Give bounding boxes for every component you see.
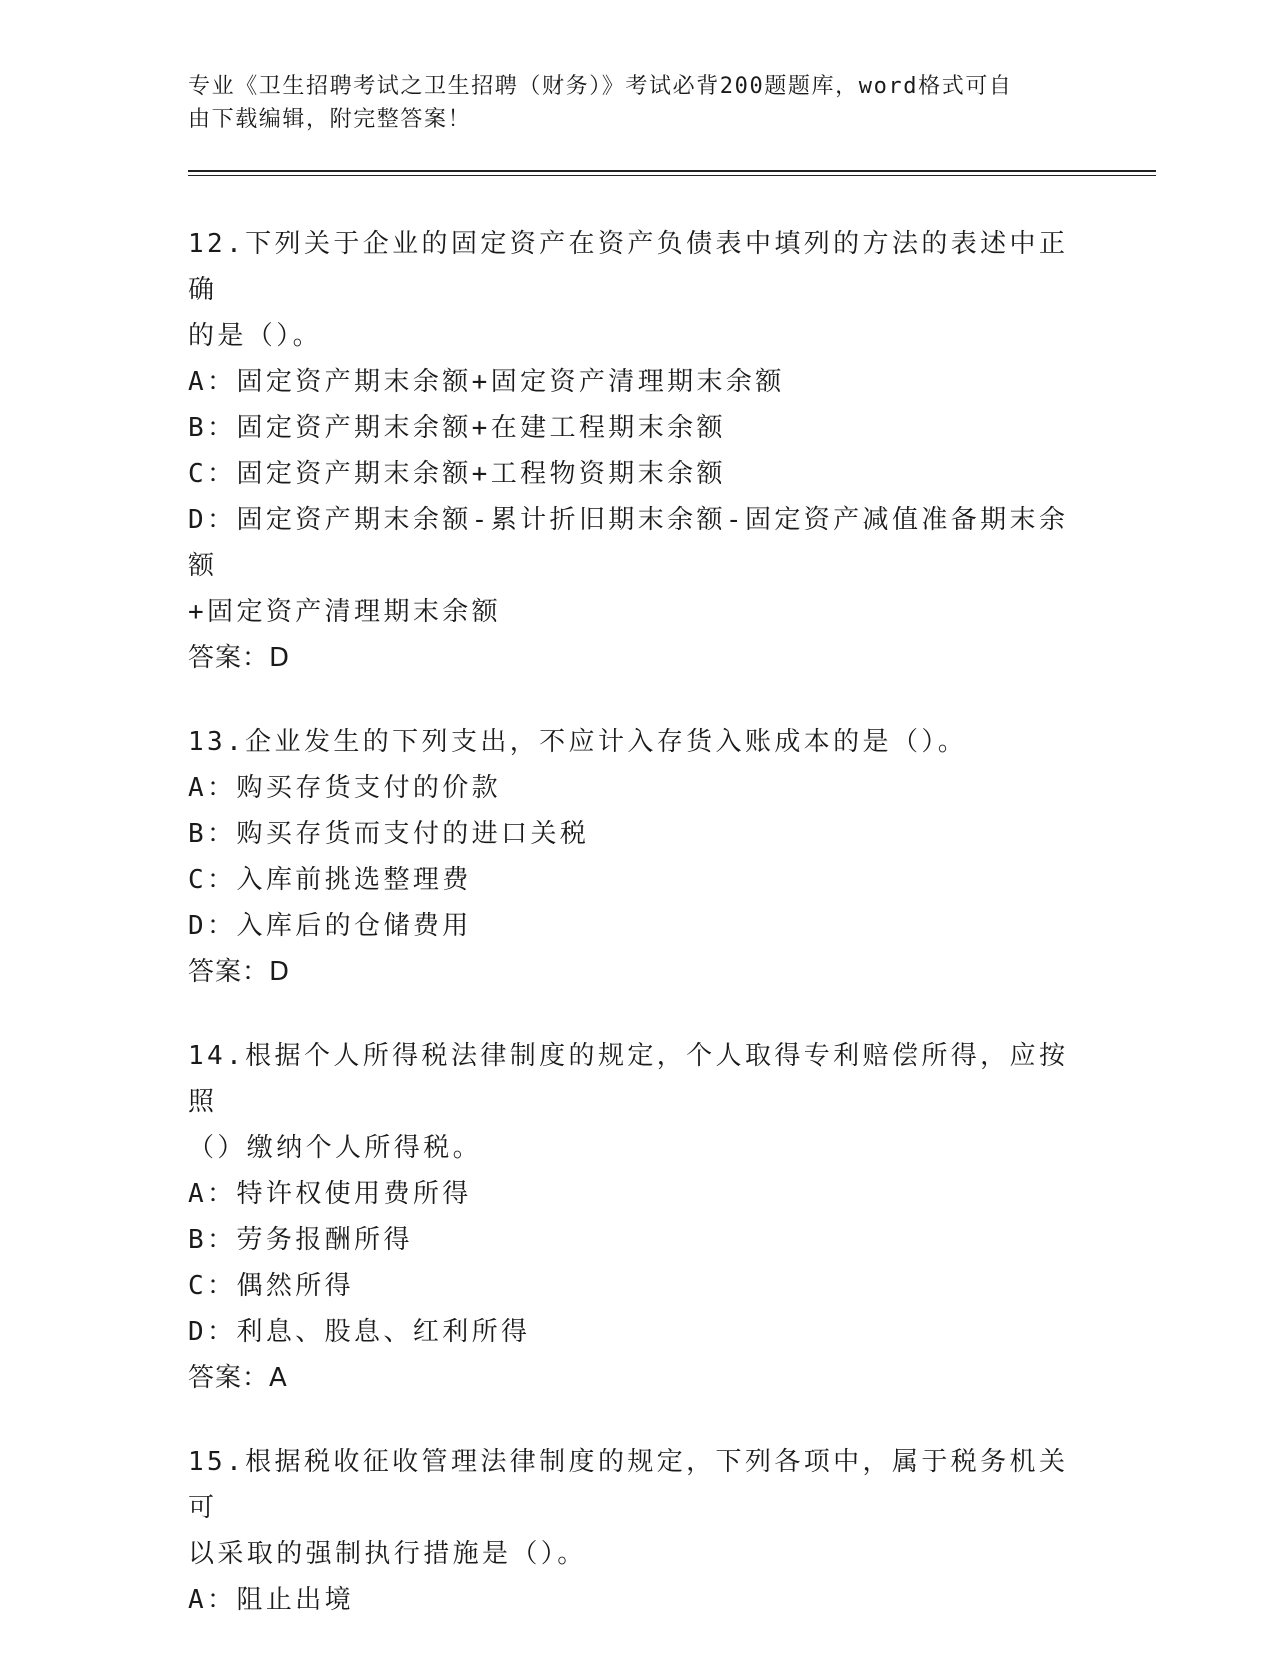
question-12 — [188, 221, 1088, 681]
question-text: 13.企业发生的下列支出，不应计入存货入账成本的是（）。 — [188, 727, 968, 757]
option-c: C：入库前挑选整理费 — [188, 865, 472, 895]
question-15 — [188, 1439, 1088, 1623]
option-a: A：购买存货支付的价款 — [188, 773, 502, 803]
option-d: D：利息、股息、红利所得 — [188, 1317, 531, 1347]
question-text: 15.根据税收征收管理法律制度的规定，下列各项中，属于税务机关可 — [188, 1447, 1069, 1523]
answer: 答案：D — [188, 957, 291, 987]
question-text-continued: 以采取的强制执行措施是（）。 — [188, 1539, 587, 1569]
option-c: C：偶然所得 — [188, 1271, 355, 1301]
option-b: B：劳务报酬所得 — [188, 1225, 413, 1255]
option-d: D：入库后的仓储费用 — [188, 911, 472, 941]
question-text: 14.根据个人所得税法律制度的规定，个人取得专利赔偿所得，应按照 — [188, 1041, 1069, 1117]
answer: 答案：A — [188, 1363, 288, 1393]
option-a: A：阻止出境 — [188, 1585, 355, 1615]
option-a: A：固定资产期末余额+固定资产清理期末余额 — [188, 367, 785, 397]
question-text-continued: 的是（）。 — [188, 321, 323, 351]
question-14 — [188, 1033, 1088, 1401]
option-c: C：固定资产期末余额+工程物资期末余额 — [188, 459, 726, 489]
question-text-continued: （）缴纳个人所得税。 — [188, 1133, 483, 1163]
question-13 — [188, 719, 1088, 995]
option-b: B：购买存货而支付的进口关税 — [188, 819, 590, 849]
question-list — [188, 221, 1088, 1623]
header-divider — [188, 170, 1156, 176]
option-d-continued: +固定资产清理期末余额 — [188, 597, 502, 627]
option-a: A：特许权使用费所得 — [188, 1179, 472, 1209]
document-page — [188, 70, 1088, 1661]
option-d: D：固定资产期末余额-累计折旧期末余额-固定资产减值准备期末余额 — [188, 505, 1069, 581]
option-b: B：固定资产期末余额+在建工程期末余额 — [188, 413, 726, 443]
question-text: 12.下列关于企业的固定资产在资产负债表中填列的方法的表述中正确 — [188, 229, 1069, 305]
document-header-line-1: 专业《卫生招聘考试之卫生招聘（财务）》考试必背200题题库，word格式可自 — [188, 74, 1013, 99]
answer: 答案：D — [188, 643, 291, 673]
document-header-line-2: 由下载编辑，附完整答案！ — [188, 107, 472, 132]
